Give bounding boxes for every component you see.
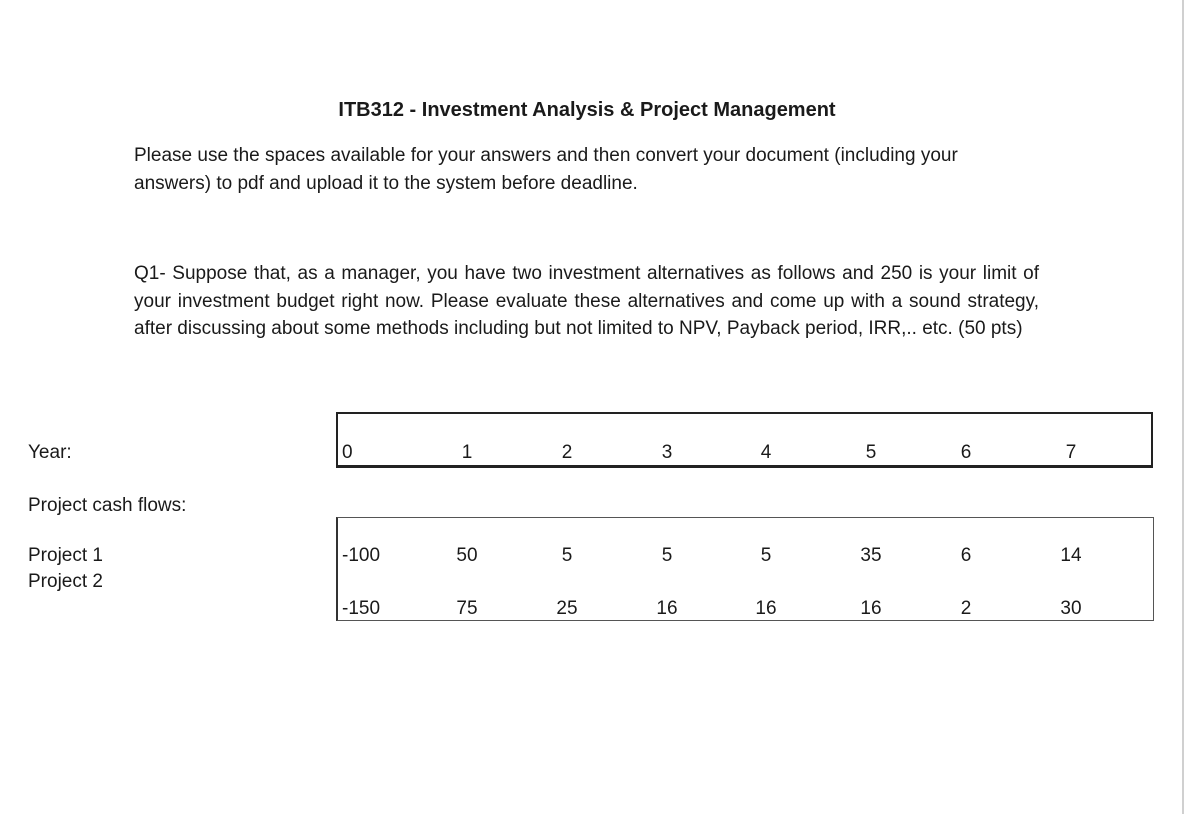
year-cell-1: 1 [461, 442, 473, 463]
project1-cell-4: 5 [760, 545, 772, 566]
project2-cell-2: 25 [556, 598, 578, 619]
year-cell-7: 7 [1065, 442, 1077, 463]
year-cell-6: 6 [960, 442, 972, 463]
cash-flows-label: Project cash flows: [28, 495, 187, 516]
document-title: ITB312 - Investment Analysis & Project Management [338, 99, 836, 121]
project1-cell-7: 14 [1060, 545, 1082, 566]
project1-cell-5: 35 [860, 545, 882, 566]
project2-cell-1: 75 [456, 598, 478, 619]
year-cell-3: 3 [661, 442, 673, 463]
project1-cell-1: 50 [456, 545, 478, 566]
year-label: Year: [28, 442, 72, 463]
year-cell-0: 0 [342, 442, 353, 463]
project2-cell-7: 30 [1060, 598, 1082, 619]
project2-cell-0: -150 [342, 598, 381, 619]
project2-cell-4: 16 [755, 598, 777, 619]
project1-cell-0: -100 [342, 545, 381, 566]
instructions-paragraph: Please use the spaces available for your answers and then convert your document (including your answers) to pdf and upload it to the system before deadline. [134, 145, 958, 194]
project1-label: Project 1 [28, 545, 103, 566]
project1-cell-6: 6 [960, 545, 972, 566]
project2-label: Project 2 [28, 571, 103, 592]
project1-cell-2: 5 [561, 545, 573, 566]
project2-cell-6: 2 [960, 598, 972, 619]
project1-cell-3: 5 [661, 545, 673, 566]
project2-cell-5: 16 [860, 598, 882, 619]
year-cell-4: 4 [760, 442, 772, 463]
year-cell-5: 5 [865, 442, 877, 463]
year-cell-2: 2 [561, 442, 573, 463]
project2-cell-3: 16 [656, 598, 678, 619]
question-paragraph: Q1- Suppose that, as a manager, you have two investment alternatives as follows and 250 is your limit of your investment budget right now. Please evaluate these alternatives and come up with a sound strategy, after discussing about some methods including but not limited to NPV, Payback period, IRR,.. etc. (50 pts) [134, 263, 1039, 339]
